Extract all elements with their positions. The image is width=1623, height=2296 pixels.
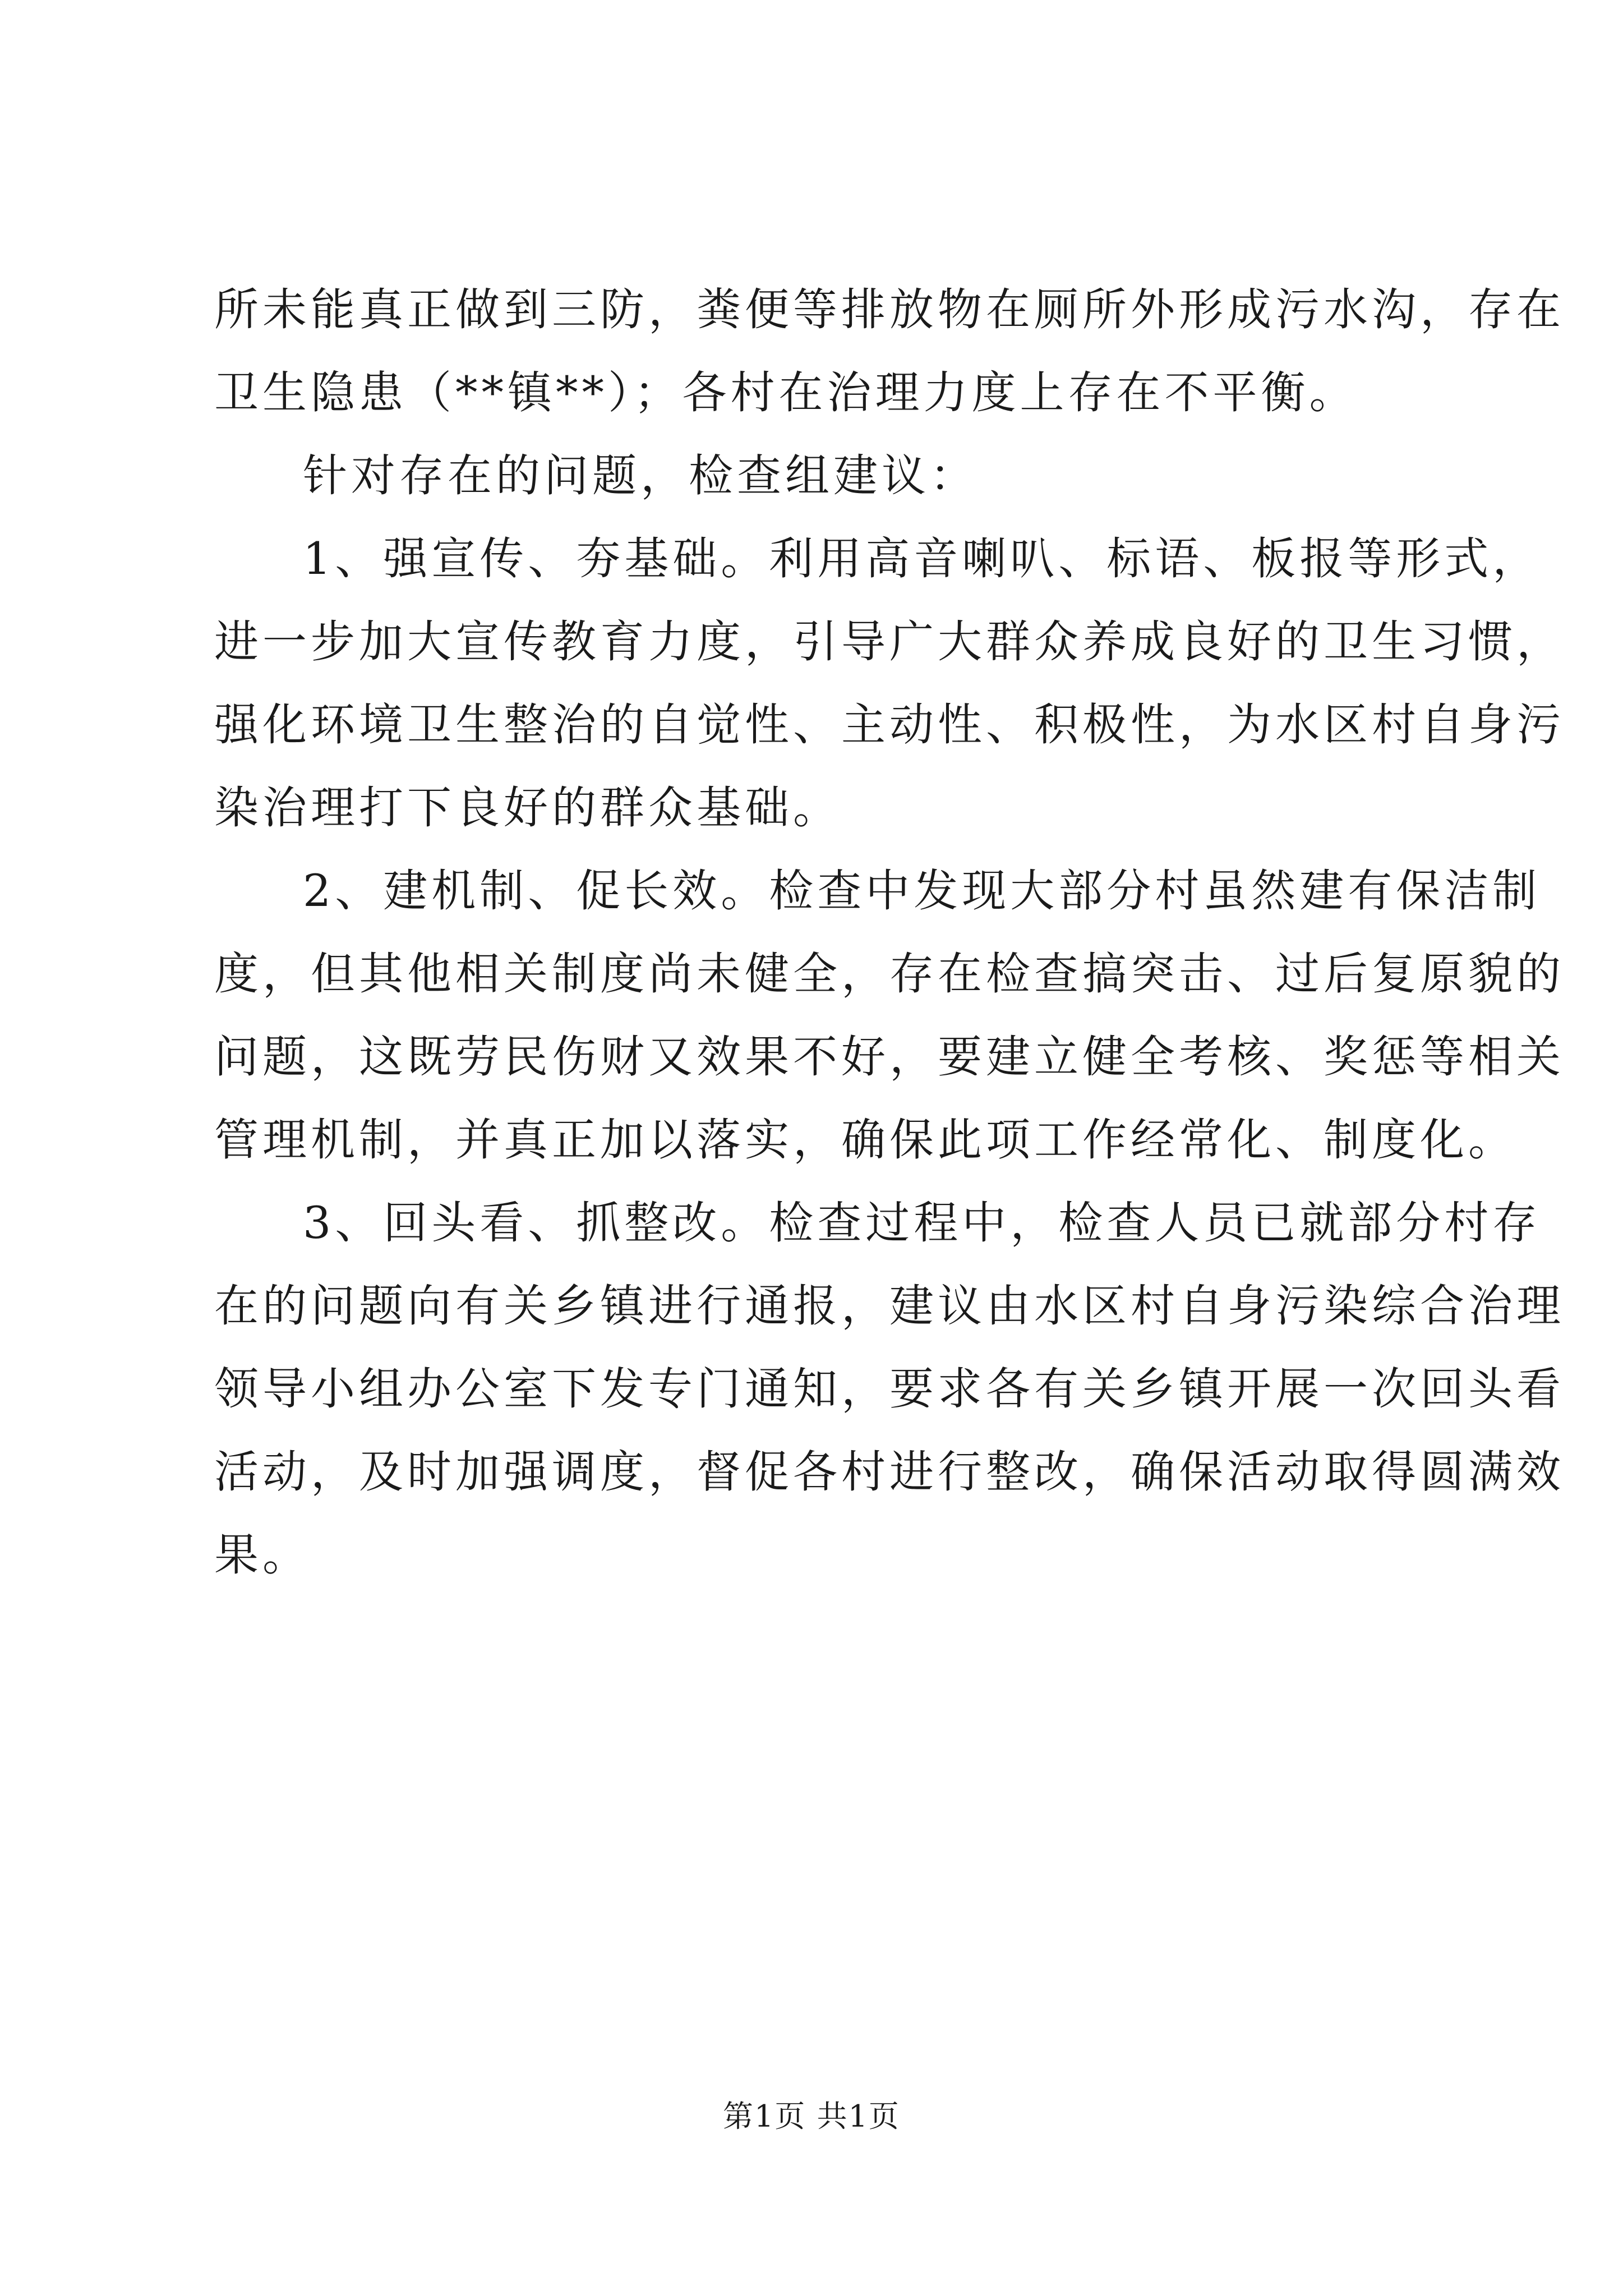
text-line: 染治理打下良好的群众基础。 [214, 782, 841, 834]
text-line: 度，但其他相关制度尚未健全，存在检查搞突击、过后复原貌的 [214, 948, 1565, 1000]
text-line: 进一步加大宣传教育力度，引导广大群众养成良好的卫生习惯， [214, 616, 1565, 668]
text-line: 3、回头看、抓整改。检查过程中，检查人员已就部分村存 [303, 1197, 1541, 1249]
document-body [214, 268, 1565, 1596]
text-line: 管理机制，并真正加以落实，确保此项工作经常化、制度化。 [214, 1114, 1516, 1166]
paragraph-suggestion-2 [214, 849, 1565, 1181]
text-line: 果。 [214, 1529, 311, 1581]
text-line: 2、建机制、促长效。检查中发现大部分村虽然建有保洁制 [303, 865, 1541, 917]
text-line: 在的问题向有关乡镇进行通报，建议由水区村自身污染综合治理 [214, 1280, 1565, 1332]
text-line: 所未能真正做到三防，粪便等排放物在厕所外形成污水沟，存在 [214, 284, 1565, 335]
text-line: 强化环境卫生整治的自觉性、主动性、积极性，为水区村自身污 [214, 699, 1565, 751]
text-line: 问题，这既劳民伤财又效果不好，要建立健全考核、奖惩等相关 [214, 1031, 1565, 1083]
paragraph-suggestion-1 [214, 517, 1565, 849]
text-line: 1、强宣传、夯基础。利用高音喇叭、标语、板报等形式， [303, 533, 1541, 585]
paragraph-suggestion-3 [214, 1181, 1565, 1596]
text-line: 卫生隐患（**镇**）；各村在治理力度上存在不平衡。 [214, 367, 1358, 418]
paragraph-suggestion-intro [214, 434, 1420, 517]
text-line: 活动，及时加强调度，督促各村进行整改，确保活动取得圆满效 [214, 1446, 1565, 1498]
text-line: 针对存在的问题，检查组建议： [303, 450, 978, 501]
page-number-footer: 第1页 共1页 [723, 2099, 900, 2134]
paragraph-continuation [214, 268, 1565, 434]
text-line: 领导小组办公室下发专门通知，要求各有关乡镇开展一次回头看 [214, 1363, 1565, 1415]
